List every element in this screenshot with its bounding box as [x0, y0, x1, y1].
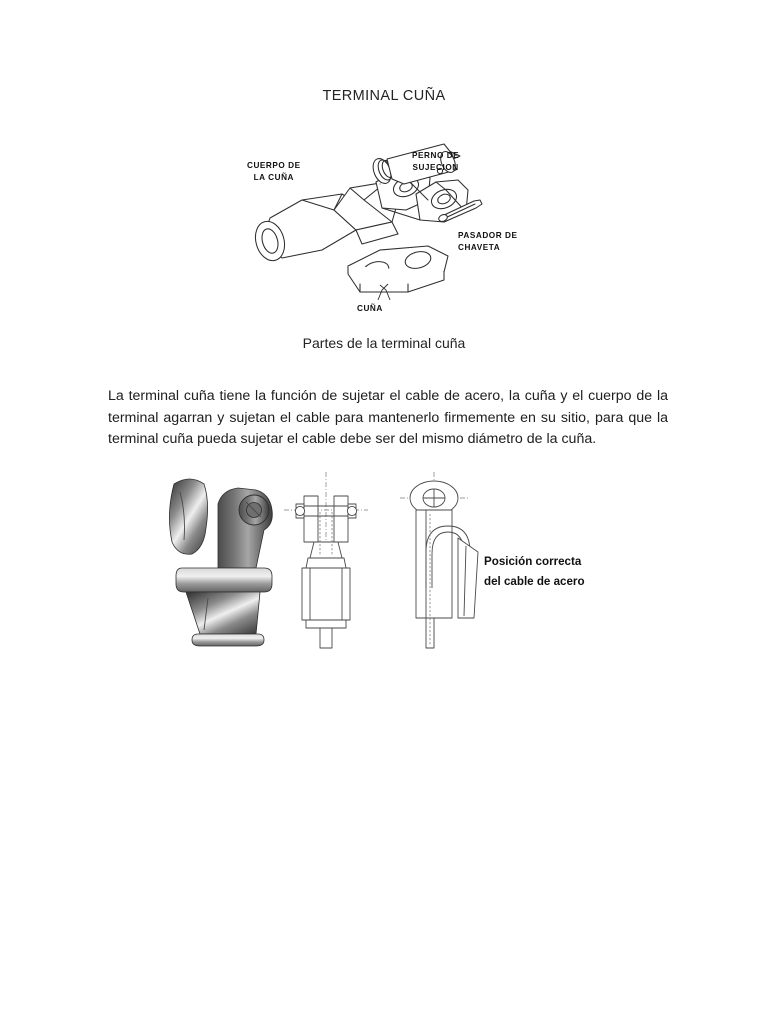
view-front-line [284, 472, 368, 648]
callout-cotter-pin [458, 230, 517, 254]
callout-clevis-pin-line2: SUJECION [412, 162, 459, 172]
figure-caption: Partes de la terminal cuña [302, 335, 466, 351]
view-side-line [400, 472, 478, 648]
callout-wedge: CUÑA [357, 304, 383, 313]
note-correct-line1: Posición correcta [484, 555, 582, 568]
callout-cotter-pin-line2: CHAVETA [458, 242, 501, 252]
wedge-part [348, 246, 448, 292]
three-views-drawing [160, 468, 510, 653]
note-correct-line2: del cable de acero [484, 575, 585, 588]
callout-clevis-pin-line1: PERNO DE [412, 151, 460, 160]
callout-wedge-body-line1: CUERPO DE [247, 161, 301, 170]
page-title: TERMINAL CUÑA [322, 88, 446, 104]
view-isometric-shaded [169, 479, 272, 646]
callout-cotter-pin-line1: PASADOR DE [458, 231, 518, 240]
note-correct-cable-position [484, 552, 585, 592]
callout-wedge-body-line2: LA CUÑA [253, 172, 295, 182]
figure-three-views [160, 468, 510, 653]
body-paragraph: La terminal cuña tiene la función de sujetar el cable de acero, la cuña y el cuerpo de la terminal agarran y sujetan el cable para mantenerlo firmemente en su sitio, para que la terminal cuña pueda sujetar el cable debe ser del mismo diámetro de la cuña. [108, 388, 668, 447]
callout-clevis-pin [412, 150, 459, 174]
callout-wedge-body [247, 160, 301, 184]
